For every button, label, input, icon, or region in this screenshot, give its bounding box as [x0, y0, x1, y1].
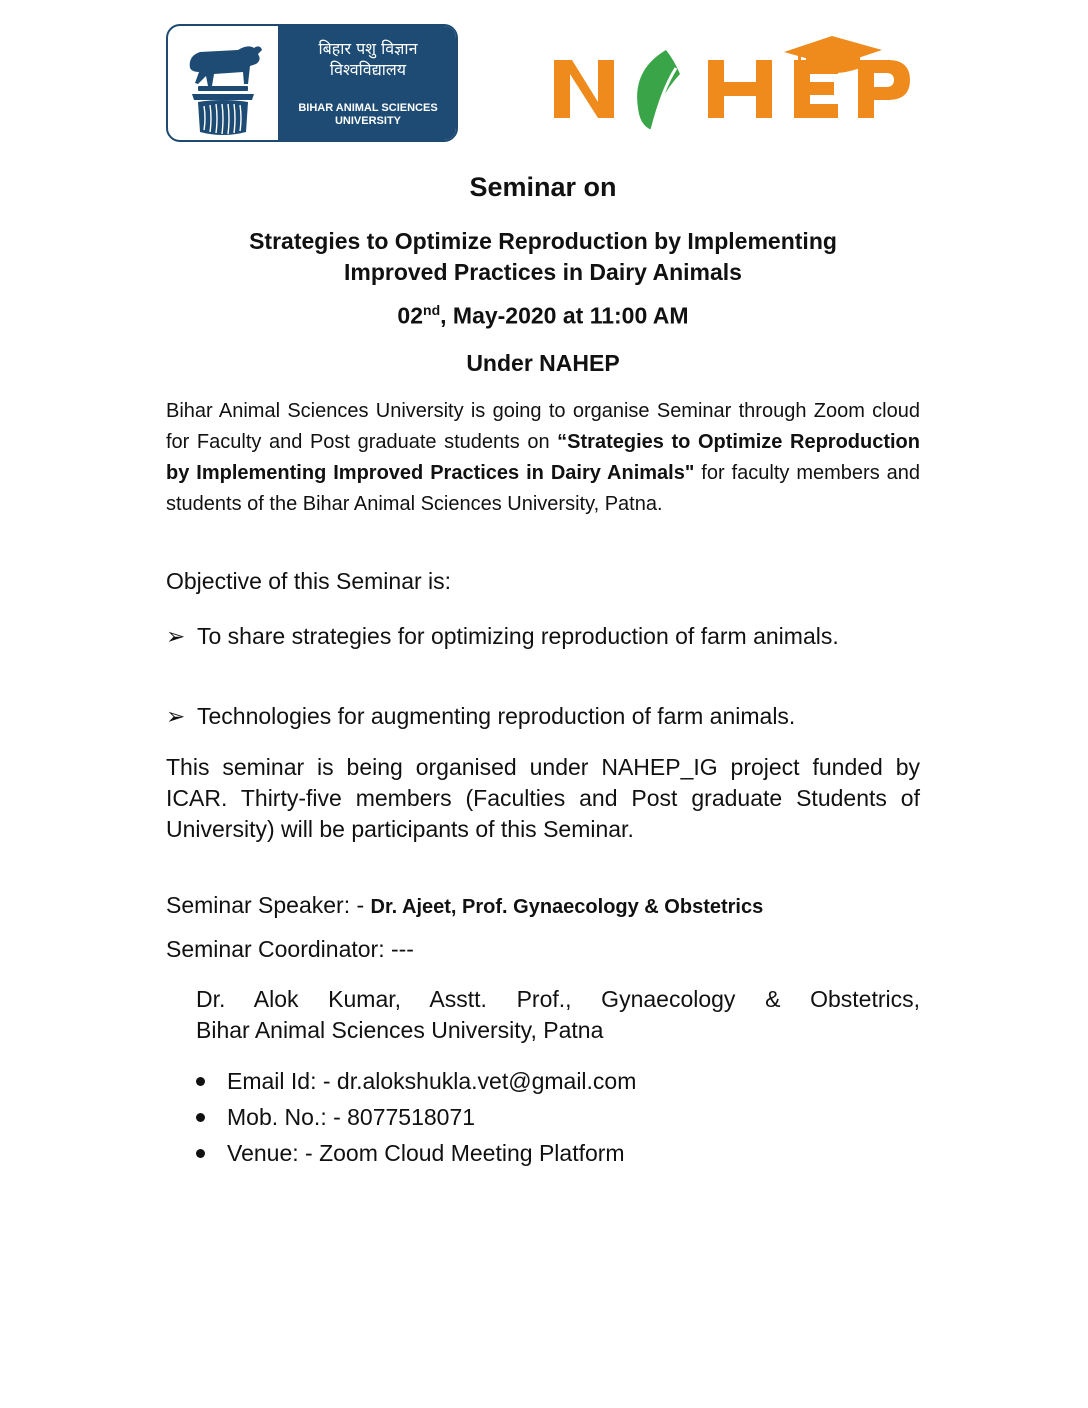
bullet-dot-icon [196, 1077, 205, 1086]
bull-emblem-icon [168, 26, 278, 140]
date-suffix: nd [423, 302, 441, 318]
basu-logo [166, 24, 458, 142]
basu-hindi-name-line-1: बिहार पशु विज्ञान [318, 39, 418, 58]
objective-item [166, 700, 866, 732]
funding-paragraph: This seminar is being organised under NAHEP_IG project funded by ICAR. Thirty-five members (Faculties and Post graduate Students of University) will be participants of this Seminar. [166, 754, 920, 842]
basu-hindi-name-line-2: विश्वविद्यालय [329, 60, 407, 79]
contact-mobile-item [196, 1102, 475, 1132]
contact-email: Email Id: - dr.alokshukla.vet@gmail.com [227, 1068, 637, 1094]
speaker-label: Seminar Speaker: - [166, 892, 371, 918]
seminar-date [166, 302, 920, 330]
basu-english-name-line-2: UNIVERSITY [334, 115, 401, 127]
contact-venue: Venue: - Zoom Cloud Meeting Platform [227, 1140, 625, 1166]
basu-english-name-line-1: BIHAR ANIMAL SCIENCES [298, 102, 438, 114]
contact-venue-item [196, 1138, 625, 1168]
objective-text: Technologies for augmenting reproduction of farm animals. [197, 703, 796, 729]
objective-item [166, 620, 866, 652]
nahep-logo [548, 30, 958, 140]
coordinator-affiliation-line: Bihar Animal Sciences University, Patna [196, 1017, 604, 1043]
seminar-title-line-2: Improved Practices in Dairy Animals [344, 259, 742, 285]
under-nahep: Under NAHEP [466, 350, 620, 376]
basu-name-panel [278, 26, 458, 140]
seminar-heading: Seminar on [469, 172, 617, 202]
intro-seminar-title: “Strategies to Optimize Reproduction by Implementing Improved Practices in Dairy Animals" [166, 431, 920, 484]
arrow-bullet-icon: ➢ [166, 623, 186, 649]
bullet-dot-icon [196, 1113, 205, 1122]
contact-mobile: Mob. No.: - 8077518071 [227, 1104, 476, 1130]
intro-text-end: for faculty members and students of the Bihar Animal Sciences University, Patna. [166, 462, 921, 515]
contact-email-item [196, 1066, 636, 1096]
speaker-name: Dr. Ajeet, Prof. Gynaecology & Obstetrics [370, 896, 764, 918]
coordinator-name-line: Dr. Alok Kumar, Asstt. Prof., Gynaecology & Obstetrics, [196, 986, 920, 1012]
intro-paragraph [166, 396, 920, 520]
seminar-title-line-1: Strategies to Optimize Reproduction by Implementing [249, 228, 837, 254]
date-rest: , May-2020 at 11:00 AM [440, 302, 689, 329]
speaker-line [166, 892, 763, 919]
seminar-title [166, 226, 920, 288]
intro-text-start: Bihar Animal Sciences University is going to organise Seminar through Zoom cloud for Faculty and Post graduate students on [166, 400, 920, 453]
arrow-bullet-icon: ➢ [166, 703, 186, 729]
bullet-dot-icon [196, 1149, 205, 1158]
coordinator-details [196, 984, 920, 1046]
objective-label: Objective of this Seminar is: [166, 568, 452, 594]
objective-text: To share strategies for optimizing reproduction of farm animals. [197, 623, 839, 649]
coordinator-label: Seminar Coordinator: --- [166, 936, 414, 962]
date-day: 02 [397, 302, 424, 329]
